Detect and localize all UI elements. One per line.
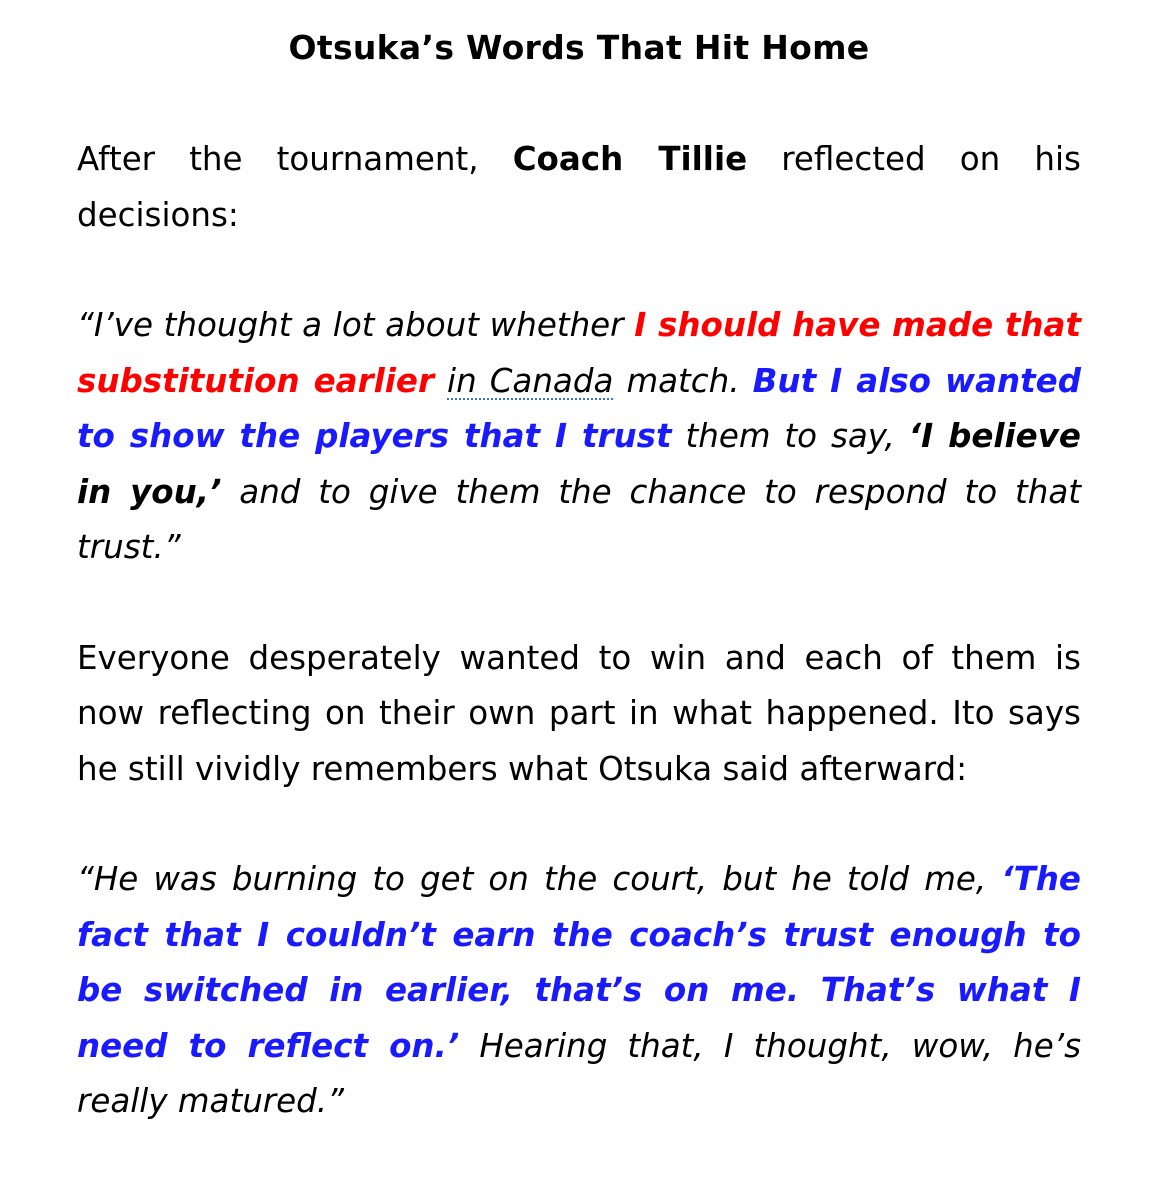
coach-name: Coach Tillie [512, 140, 748, 178]
coach-quote-underlined-text: in Canada [447, 361, 614, 400]
article-title: Otsuka’s Words That Hit Home [288, 28, 870, 67]
ito-quote-close: Hearing that, I thought, wow, he’s really matured.” [77, 1026, 1081, 1120]
ito-quote [77, 852, 1081, 1130]
intro-paragraph [77, 132, 1081, 243]
reflection-paragraph: Everyone desperately wanted to win and each of them is now reflecting on their own part in what happened. Ito says he still vividly remembers what Otsuka said afterward: [77, 638, 1081, 788]
coach-quote-bold-phrase: ‘I believe in you,’ [77, 417, 1081, 511]
ito-quote-open: “He was burning to get on the court, but he told me, [77, 860, 987, 898]
coach-quote-text-2: them to say, [685, 417, 895, 455]
ito-quote-blue-emphasis: ‘The fact that I couldn’t earn the coach’s trust enough to be switched in earlier, that’s on me. That’s what I need to reflect on.’ [77, 860, 1081, 1065]
article [77, 0, 1081, 1130]
coach-quote-red-emphasis: I should have made that substitution earlier [77, 306, 1081, 400]
coach-quote-open: “I’ve thought a lot about whether [77, 306, 624, 344]
coach-quote-blue-emphasis: But I also wanted to show the players that I trust [77, 361, 1081, 455]
coach-quote [77, 298, 1081, 576]
coach-quote-text: match. [626, 361, 740, 400]
intro-text-start: After the tournament, [77, 140, 479, 178]
coach-quote-text-3: and to give them the chance to respond to that trust.” [77, 472, 1081, 566]
intro-text-end: reflected on his decisions: [77, 140, 1081, 234]
